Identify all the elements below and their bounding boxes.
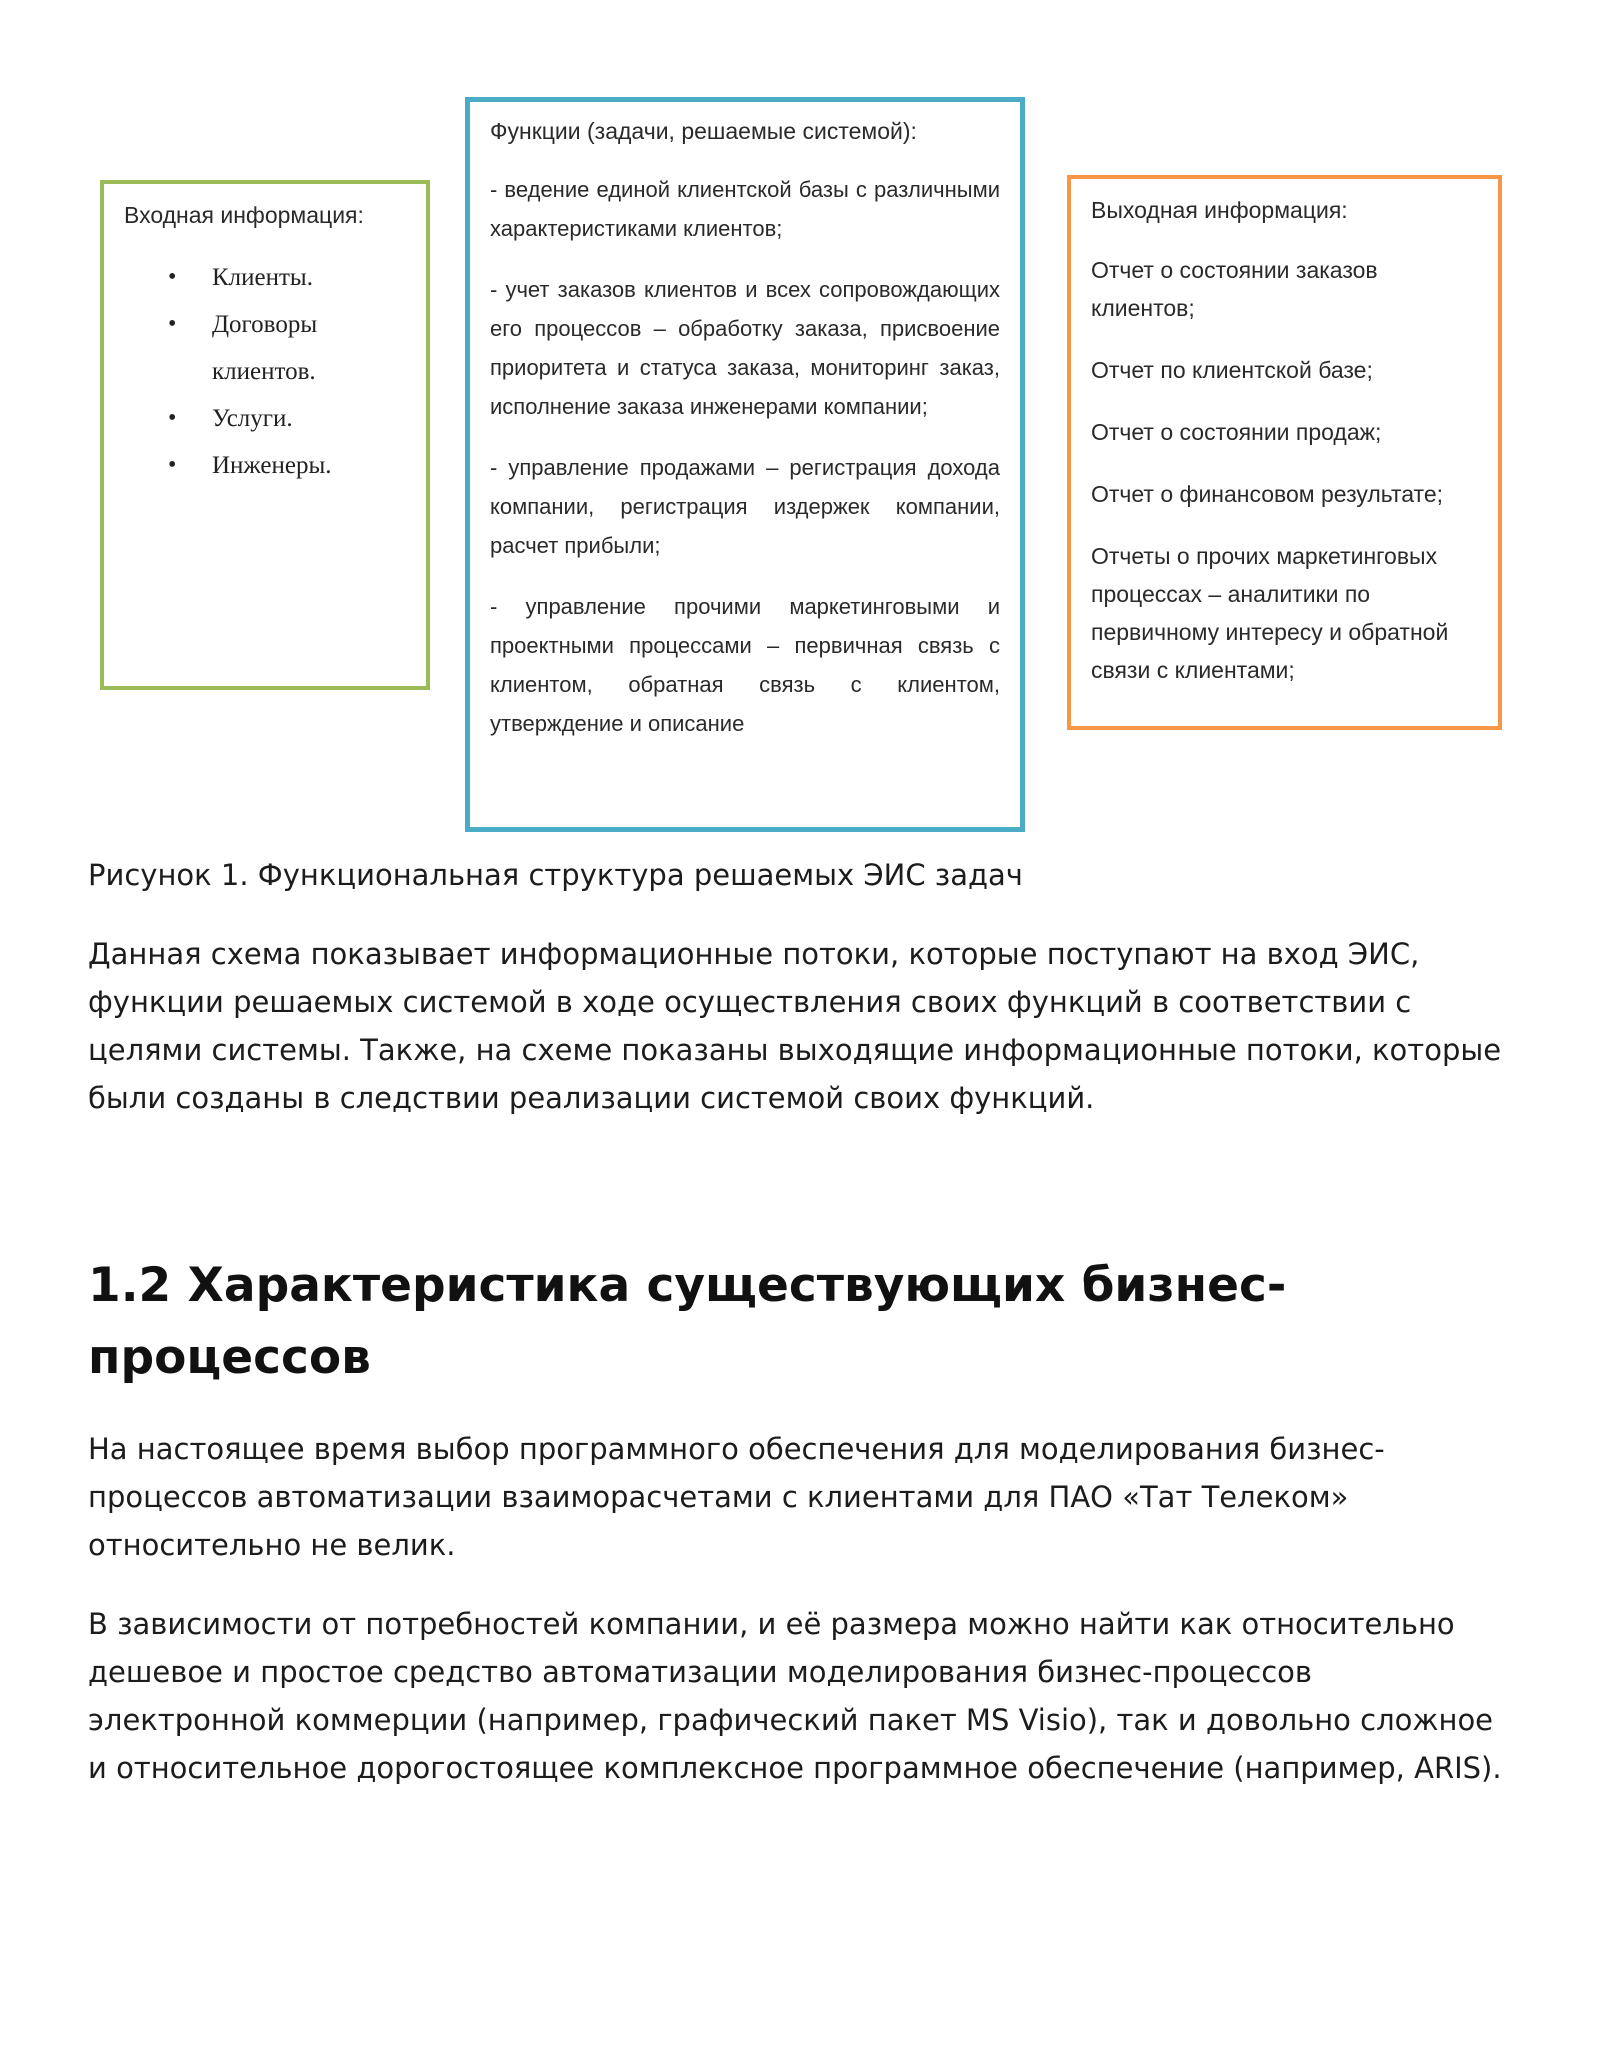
output-information-box: [1067, 175, 1502, 730]
function-item: - учет заказов клиентов и всех сопровождающих его процессов – обработку заказа, присвоение приоритета и статуса заказа, мониторинг заказ, исполнение заказа инженерами компании;: [490, 277, 1000, 419]
input-information-box: [100, 180, 430, 690]
functional-structure-diagram: [0, 0, 1600, 850]
output-item: Отчеты о прочих маркетинговых процессах – аналитики по первичному интересу и обратной связи с клиентами;: [1091, 543, 1449, 683]
functions-list: [490, 148, 1000, 788]
system-functions-box: [465, 97, 1025, 832]
figure-caption: Рисунок 1. Функциональная структура решаемых ЭИС задач: [88, 858, 1023, 892]
function-item: - управление прочими маркетинговыми и проектными процессами – первичная связь с клиентом, обратная связь с клиентом, утверждение и описание: [490, 594, 1000, 736]
body-paragraph: На настоящее время выбор программного обеспечения для моделирования бизнес-процессов автоматизации взаиморасчетами с клиентами для ПАО «Тат Телеком» относительно не велик.: [88, 1432, 1385, 1562]
output-box-title: Выходная информация:: [1091, 197, 1348, 223]
section-heading: 1.2 Характеристика существующих бизнес-процессов: [88, 1258, 1287, 1385]
function-item: - ведение единой клиентской базы с различными характеристиками клиентов;: [490, 177, 1000, 241]
input-item: • Клиенты.: [124, 254, 406, 301]
function-item: - управление продажами – регистрация дохода компании, регистрация издержек компании, расчет прибыли;: [490, 455, 1000, 558]
input-item: • Договоры клиентов.: [124, 301, 406, 395]
input-item: • Услуги.: [124, 395, 406, 442]
input-box-title: Входная информация:: [124, 202, 364, 228]
input-item: • Инженеры.: [124, 442, 406, 489]
input-items-list: [124, 254, 406, 489]
output-item: Отчет по клиентской базе;: [1091, 357, 1373, 383]
output-item: Отчет о финансовом результате;: [1091, 481, 1443, 507]
body-paragraph: Данная схема показывает информационные потоки, которые поступают на вход ЭИС, функции решаемых системой в ходе осуществления своих функций в соответствии с целями системы. Также, на схеме показаны выходящие информационные потоки, которые были созданы в следствии реализации системой своих функций.: [88, 937, 1502, 1115]
body-paragraph: В зависимости от потребностей компании, и её размера можно найти как относительно дешевое и простое средство автоматизации моделирования бизнес-процессов электронной коммерции (например, графический пакет MS Visio), так и довольно сложное и относительное дорогостоящее комплексное программное обеспечение (например, ARIS).: [88, 1607, 1502, 1785]
functions-box-title: Функции (задачи, решаемые системой):: [490, 118, 917, 144]
output-item: Отчет о состоянии заказов клиентов;: [1091, 257, 1378, 321]
output-item: Отчет о состоянии продаж;: [1091, 419, 1382, 445]
